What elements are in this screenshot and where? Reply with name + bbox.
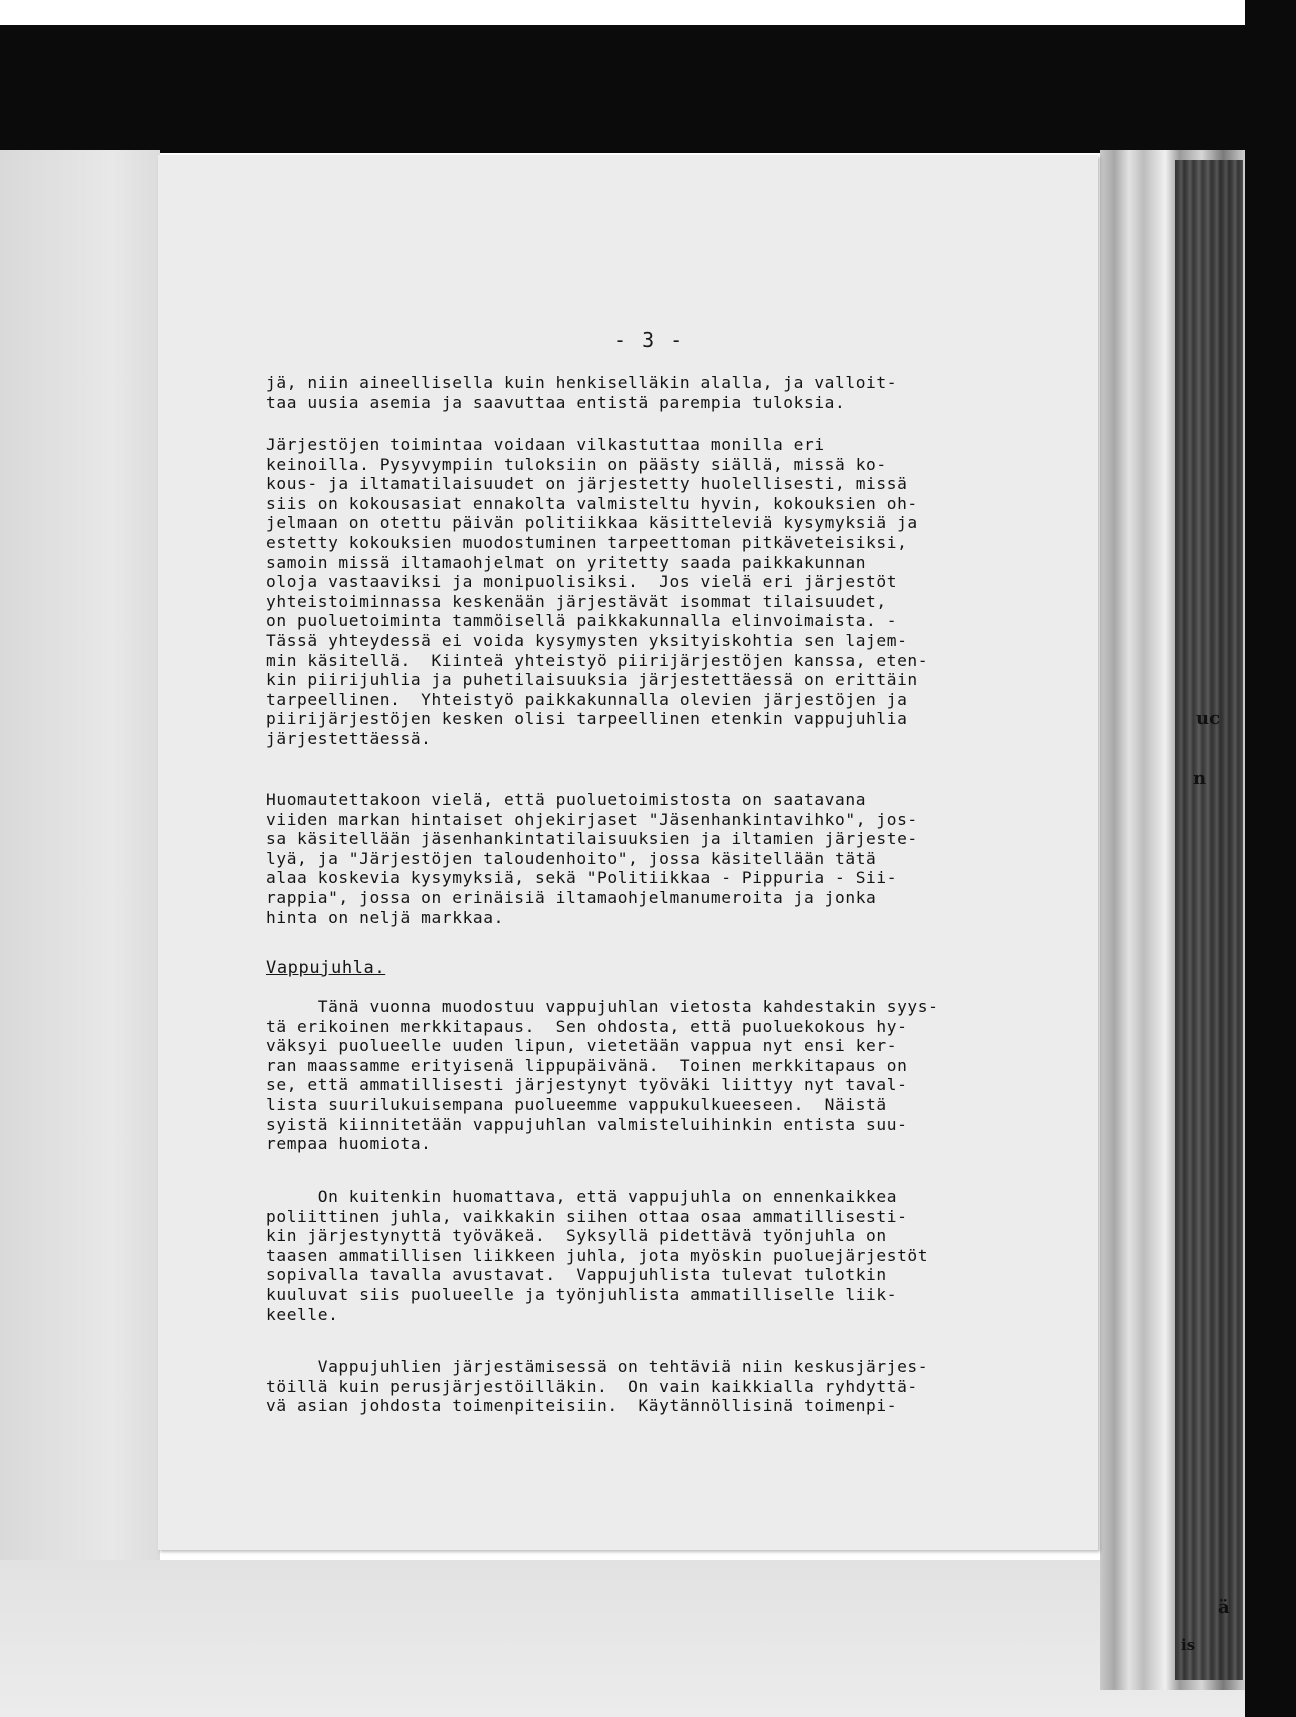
edge-text-fragment: ä bbox=[1218, 1597, 1230, 1618]
binder-spine bbox=[1175, 160, 1243, 1680]
paragraph-organizations: Järjestöjen toimintaa voidaan vilkastuttaa monilla eri keinoilla. Pysyvympiin tuloksiin on päästy siällä, missä ko- kous- ja iltamatilaisuudet on järjestetty huolellisesti, missä siis on kokousasiat ennakolta valmisteltu hyvin, kokouksien oh- jelmaan on otettu päivän politiikkaa käsitteleviä kysymyksiä ja estetty kokouksien muodostuminen tarpeettoman pitkäveteisiksi, samoin missä iltamaohjelmat on yritetty saada paikkakunnan oloja vastaaviksi ja monipuolisiksi. Jos vielä eri järjestöt yhteistoiminnassa keskenään järjestävät isommat tilaisuudet, on puoluetoiminta tammöisellä paikkakunnalla elinvoimaista. - Tässä yhteydessä ei voida kysymysten yksityiskohtia sen lajem- min käsitellä. Kiinteä yhteistyö piirijärjestöjen kanssa, eten- kin piirijuhlia ja puhetilaisuuksia järjestettäessä on erittäin tarpeellinen. Yhteistyö paikkakunnalla olevien järjestöjen ja piirijärjestöjen kesken olisi tarpeellinen etenkin vappujuhlia järjestettäessä. bbox=[266, 435, 929, 748]
paragraph-intro: jä, niin aineellisella kuin henkiselläkin alalla, ja valloit- taa uusia asemia ja saavuttaa entistä parempia tuloksia. bbox=[266, 373, 898, 412]
edge-text-fragment: n bbox=[1193, 768, 1207, 789]
scan-background-left bbox=[0, 150, 160, 1717]
scan-border-right bbox=[1245, 0, 1296, 1717]
scan-border-top bbox=[0, 25, 1245, 153]
page-number: - 3 - bbox=[614, 328, 685, 352]
paragraph-booklets: Huomautettakoon vielä, että puoluetoimistosta on saatavana viiden markan hintaiset ohjekirjaset "Jäsenhankintavihko", jos- sa käsitellään jäsenhankintatilaisuuksien ja iltamien järjeste- lyä, ja "Järjestöjen taloudenhoito", jossa käsitellään tätä alaa koskevia kysymyksiä, sekä "Politiikkaa - Pippuria - Sii- rappia", jossa on erinäisiä iltamaohjelmanumeroita ja jonka hinta on neljä markkaa. bbox=[266, 790, 918, 927]
scan-background-bottom bbox=[0, 1560, 1245, 1717]
edge-text-fragment: is bbox=[1181, 1636, 1196, 1654]
paragraph-organizing: Vappujuhlien järjestämisessä on tehtäviä niin keskusjärjes- töillä kuin perusjärjestöilläkin. On vain kaikkialla ryhdyttä- vä asian johdosta toimenpiteisiin. Käytännöllisinä toimenpi- bbox=[266, 1357, 929, 1416]
paragraph-may-day-intro: Tänä vuonna muodostuu vappujuhlan vietosta kahdestakin syys- tä erikoinen merkkitapaus. Sen ohdosta, että puoluekokous hy- väksyi puolueelle uuden lipun, vietetään vappua nyt ensi ker- ran maassamme erityisenä lippupäivänä. Toinen merkkitapaus on se, että ammatillisesti järjestynyt työväki liittyy nyt taval- lista suurilukuisempana puolueemme vappukulkueeseen. Näistä syistä kiinnitetään vappujuhlan valmisteluihinkin entista suu- rempaa huomiota. bbox=[266, 997, 939, 1154]
section-heading: Vappujuhla. bbox=[266, 958, 386, 978]
paragraph-political-celebration: On kuitenkin huomattava, että vappujuhla on ennenkaikkea poliittinen juhla, vaikkakin siihen ottaa osaa ammatillisesti- kin järjestynyttä työväkeä. Syksyllä pidettävä työnjuhla on taasen ammatillisen liikkeen juhla, jota myöskin puoluejärjestöt sopivalla tavalla avustavat. Vappujuhlista tulevat tulotkin kuuluvat siis puolueelle ja työnjuhlista ammatilliselle liik- keelle. bbox=[266, 1187, 929, 1324]
edge-text-fragment: uc bbox=[1196, 708, 1221, 729]
